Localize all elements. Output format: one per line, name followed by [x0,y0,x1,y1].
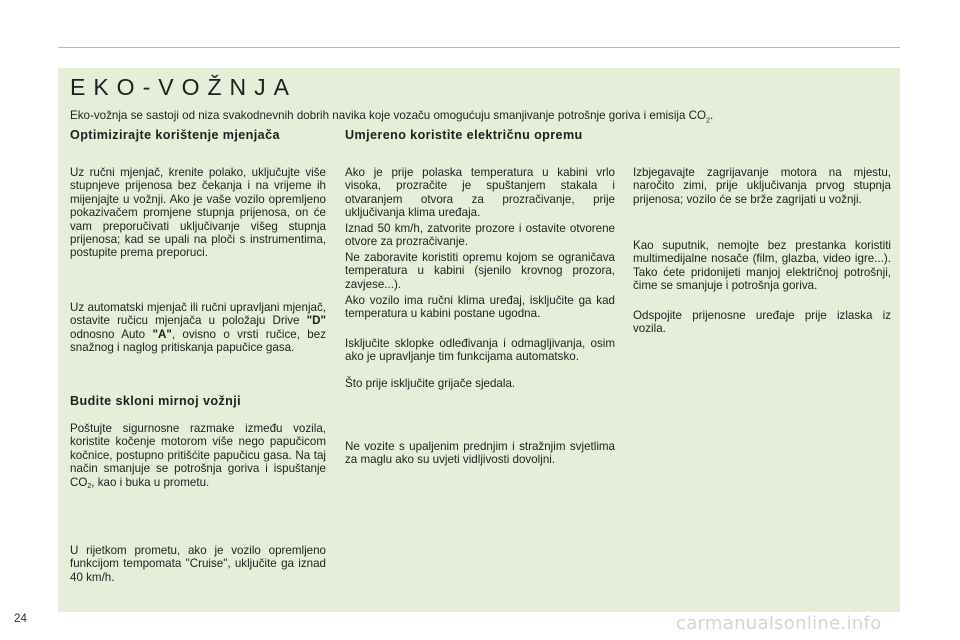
text-fog-lights: Ne vozite s upaljenim prednjim i stražnjim svjetlima za maglu ako su uvjeti vidljivosti dovoljni. [345,440,615,467]
paragraph-windows [345,222,615,249]
text-noise: , kao i buka u prometu. [91,475,210,489]
text-climate: Ako vozilo ima ručni klima uređaj, isključite ga kad temperatura u kabini postane ugodna. [345,294,615,321]
text-cruise: U rijetkom prometu, ako je vozilo opremljeno funkcijom tempomata "Cruise", uključite ga iznad 40 km/h. [70,544,326,584]
text-portable-devices: Odspojite prijenosne uređaje prije izlaska iz vozila. [633,309,891,336]
text-auto-a: "A" [152,327,172,341]
text-shading: Ne zaboravite koristiti opremu kojom se ograničava temperatura u kabini (sjenilo krovnog prozora, zavjese...). [345,251,615,291]
text-automatic-b: odnosno Auto [70,327,153,341]
intro-end: . [709,109,714,122]
paragraph-defrost [345,337,615,364]
text-manual-gearbox: Uz ručni mjenjač, krenite polako, uključujte više stupnjeve prijenosa bez čekanja i na vrijeme ih mijenjajte u vožnji. Ako je vaše vozilo opremljeno pokazivačem promjene stupnja prijenosa, on će vam preporučivati uključivanje višeg stupnja prijenosa; kad se upali na ploči s instrumentima, postupite prema preporuci. [70,166,326,260]
paragraph-engine-warmup [633,166,891,206]
intro-text [70,108,900,128]
text-windows: Iznad 50 km/h, zatvorite prozore i ostavite otvorene otvore za prozračivanje. [345,222,615,249]
intro-subscript: 2 [706,117,710,125]
top-divider [58,47,900,48]
paragraph-fog-lights [345,440,615,467]
heading-calm-driving: Budite skloni mirnoj vožnji [70,394,242,408]
page-title: EKO-VOŽNJA [70,74,297,100]
intro-body: Eko-vožnja se sastoji od niza svakodnevnih dobrih navika koje vozaču omogućuju smanjivanje potrošnje goriva i emisija CO [70,109,707,122]
text-engine-warmup: Izbjegavajte zagrijavanje motora na mjestu, naročito zimi, prije uključivanja prvog stupnja prijenosa; vozilo će se brže zagrijati u vožnji. [633,166,891,206]
paragraph-multimedia [633,239,891,293]
paragraph-ventilate [345,166,615,220]
paragraph-portable-devices [633,309,891,336]
text-automatic-c: , ovisno o vrsti ručice, bez snažnog i naglog pritiskanja papučice gasa. [70,327,326,355]
text-safe-distance: Poštujte sigurnosne razmake između vozila, koristite kočenje motorom više nego papučicom kočnice, postupno pritišćite papučicu gasa. Na taj način smanjuje se potrošnja goriva i ispuštanje CO [70,422,326,489]
text-defrost: Isključite sklopke odleđivanja i odmagljivanja, osim ako je upravljanje tim funkcijama automatsko. [345,337,615,364]
co2-subscript: 2 [87,482,92,490]
heading-electrical: Umjereno koristite električnu opremu [345,128,583,142]
heading-gearbox: Optimizirajte korištenje mjenjača [70,128,280,142]
text-multimedia: Kao suputnik, nemojte bez prestanka koristiti multimedijalne nosače (film, glazba, video igre...). Tako ćete pridonijeti manjoj električnoj potrošnji, čime se smanjuje i potrošnja goriva. [633,239,891,293]
text-drive-d: "D" [306,314,326,328]
text-seat-heaters: Što prije isključite grijače sjedala. [345,377,516,390]
paragraph-seat-heaters [345,377,615,390]
paragraph-cruise [70,544,326,584]
paragraph-automatic-gearbox [70,301,326,355]
text-ventilate: Ako je prije polaska temperatura u kabini vrlo visoka, prozračite je spuštanjem stakala i otvaranjem otvora za prozračivanje, prije uključivanja klima uređaja. [345,166,615,220]
paragraph-safe-distance [70,422,326,493]
paragraph-climate [345,294,615,321]
paragraph-manual-gearbox [70,166,326,260]
page-number: 24 [14,612,27,625]
text-automatic-a: Uz automatski mjenjač ili ručni upravljani mjenjač, ostavite ručicu mjenjača u položaju Drive [70,301,326,328]
watermark: carmanualsonline.info [676,613,882,634]
paragraph-shading [345,251,615,291]
